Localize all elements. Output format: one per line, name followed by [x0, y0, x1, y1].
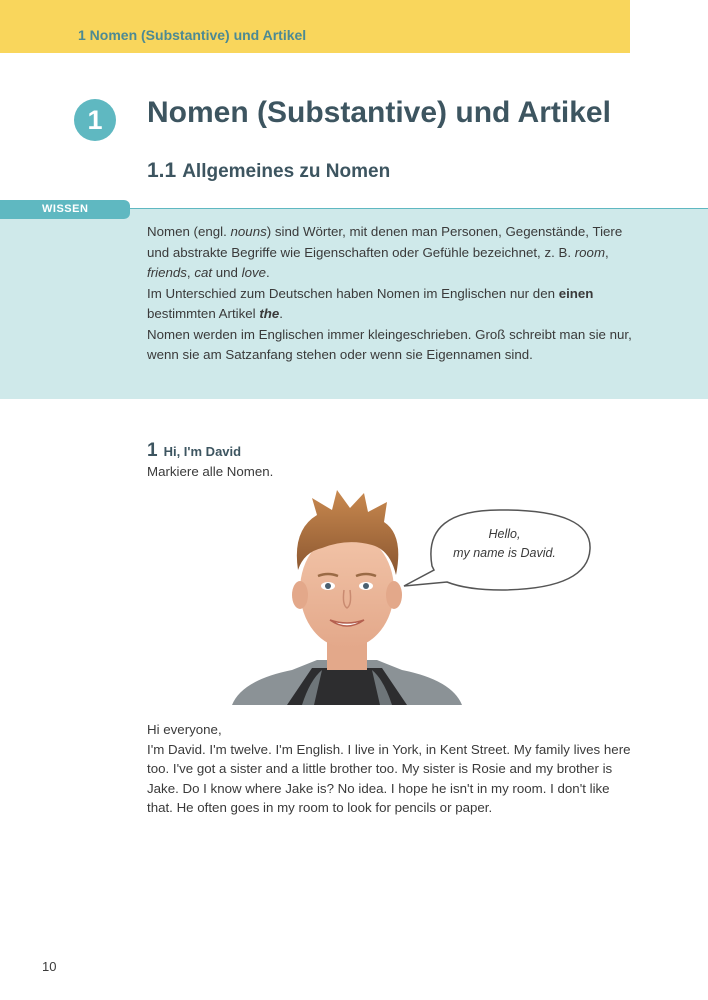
letter-body: I'm David. I'm twelve. I'm English. I live in York, in Kent Street. My family lives here too. I've got a sister and a little brother too. My sister is Rosie and my brother is Jake. Do I know where Jake is? No idea. I hope he isn't in my room. I don't like that. He often goes in my room to look for pencils or paper.: [147, 741, 631, 816]
exercise-instruction: Markiere alle Nomen.: [147, 464, 274, 479]
section-number: 1.1: [147, 159, 177, 182]
wissen-text: [147, 222, 637, 366]
speech-bubble-text: Hello, my name is David.: [453, 527, 556, 560]
wissen-label: WISSEN: [42, 203, 89, 215]
chapter-title: Nomen (Substantive) und Artikel: [147, 96, 611, 129]
section-heading: [147, 159, 390, 183]
running-header: [0, 0, 630, 53]
exercise-heading: [147, 440, 241, 462]
exercise-title: Hi, I'm David: [163, 444, 242, 459]
running-header-title: 1 Nomen (Substantive) und Artikel: [78, 27, 307, 43]
chapter-number-badge: 1: [74, 99, 116, 141]
wissen-paragraph-2: Im Unterschied zum Deutschen haben Nomen im Englischen nur den einen bestimmten Artikel the.: [147, 285, 594, 321]
wissen-divider: [130, 208, 708, 209]
wissen-tab: [0, 200, 130, 219]
exercise-number: 1: [147, 440, 158, 461]
wissen-paragraph-3: Nomen werden im Englischen immer kleingeschrieben. Groß schreibt man sie nur, wenn sie am Satzanfang stehen oder wenn sie Eigennamen sind.: [147, 326, 632, 362]
section-title: Allgemeines zu Nomen: [182, 161, 391, 182]
wissen-paragraph-1: Nomen (engl. nouns) sind Wörter, mit denen man Personen, Gegenstände, Tiere und abstrakte Begriffe wie Eigenschaften oder Gefühle bezeichnet, z. B. room, friends, cat und love.: [147, 224, 623, 280]
page-number: 10: [42, 959, 57, 974]
letter-greeting: Hi everyone,: [147, 722, 222, 737]
exercise-letter-text: [147, 720, 637, 818]
